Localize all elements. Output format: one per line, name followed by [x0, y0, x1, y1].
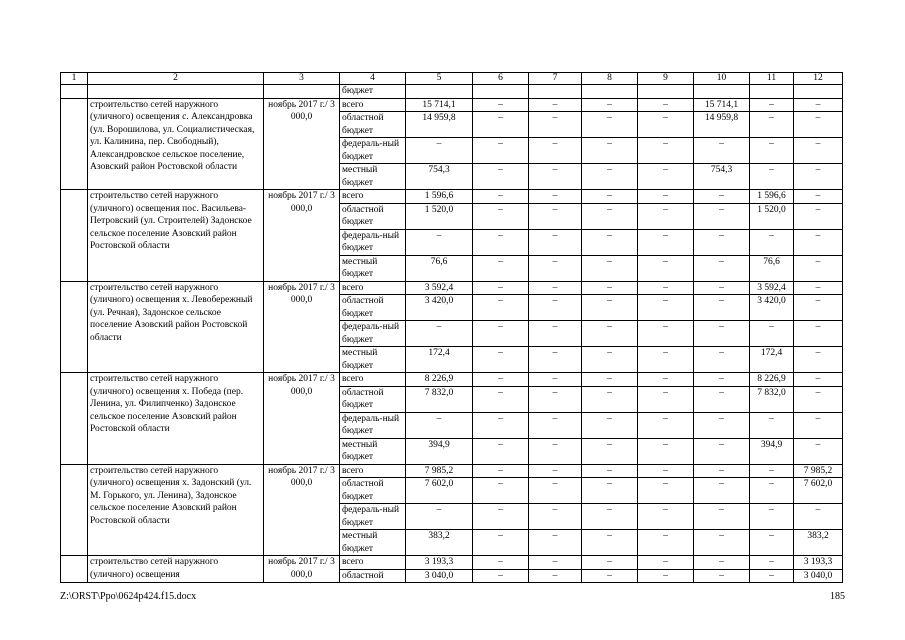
amount-cell: – [529, 373, 582, 387]
project-description: строительство сетей наружного (уличного) освещения с. Александровка (ул. Ворошилова, ул. Социалистическая, ул. Калинина, пер. Свободный), Александровское сельское поселение, Азовский район Ростовской области [88, 98, 264, 190]
table-row [61, 98, 843, 112]
amount-cell: – [473, 112, 529, 138]
amount-cell: 76,6 [750, 255, 794, 281]
amount-cell: – [694, 373, 750, 387]
amount-cell: – [529, 504, 582, 530]
carry-cell [473, 85, 529, 99]
table-row [61, 373, 843, 387]
amount-cell: – [750, 229, 794, 255]
carry-cell [406, 85, 473, 99]
amount-cell: – [406, 138, 473, 164]
amount-cell: – [750, 504, 794, 530]
table-row [61, 281, 843, 295]
row-number-cell [61, 556, 88, 583]
amount-cell: – [406, 504, 473, 530]
amount-cell: – [794, 504, 843, 530]
amount-cell: 3 193,3 [794, 556, 843, 570]
amount-cell: – [406, 229, 473, 255]
amount-cell: – [582, 386, 638, 412]
amount-cell: 754,3 [406, 164, 473, 190]
amount-cell: – [582, 255, 638, 281]
amount-cell: – [473, 229, 529, 255]
project-deadline-capacity: ноябрь 2017 г./ 3 000,0 [264, 373, 340, 465]
amount-cell: – [529, 255, 582, 281]
amount-cell: – [582, 464, 638, 478]
amount-cell: – [638, 530, 694, 556]
funding-source: федераль-ный бюджет [340, 138, 406, 164]
amount-cell: – [794, 112, 843, 138]
amount-cell: – [638, 321, 694, 347]
carry-over-row [61, 85, 843, 99]
amount-cell: – [638, 412, 694, 438]
funding-source: всего [340, 98, 406, 112]
amount-cell: 76,6 [406, 255, 473, 281]
amount-cell: – [473, 138, 529, 164]
project-description: строительство сетей наружного (уличного) освещения х. Задонский (ул. М. Горького, ул. Ленина), Задонское сельское поселение Азовский район Ростовской области [88, 464, 264, 556]
amount-cell: – [582, 530, 638, 556]
amount-cell: – [794, 138, 843, 164]
carry-cell [794, 85, 843, 99]
amount-cell: – [473, 412, 529, 438]
amount-cell: 1 520,0 [750, 203, 794, 229]
amount-cell: 3 193,3 [406, 556, 473, 570]
column-number-7: 7 [529, 73, 582, 85]
row-number-cell [61, 98, 88, 190]
amount-cell: – [473, 464, 529, 478]
amount-cell: 3 420,0 [406, 295, 473, 321]
amount-cell: – [750, 556, 794, 570]
amount-cell: – [529, 138, 582, 164]
funding-source: всего [340, 464, 406, 478]
table-body [61, 85, 843, 583]
amount-cell: – [694, 321, 750, 347]
amount-cell: 7 602,0 [406, 478, 473, 504]
amount-cell: – [473, 530, 529, 556]
amount-cell: – [794, 373, 843, 387]
amount-cell: – [582, 112, 638, 138]
funding-source: областной бюджет [340, 386, 406, 412]
amount-cell: – [473, 164, 529, 190]
amount-cell: – [694, 190, 750, 204]
amount-cell: – [794, 190, 843, 204]
amount-cell: – [638, 203, 694, 229]
amount-cell: – [750, 530, 794, 556]
amount-cell: – [473, 438, 529, 464]
amount-cell: – [638, 504, 694, 530]
amount-cell: – [750, 98, 794, 112]
funding-source: областной бюджет [340, 203, 406, 229]
amount-cell: – [694, 281, 750, 295]
amount-cell: – [694, 386, 750, 412]
project-description: строительство сетей наружного (уличного) освещения [88, 556, 264, 583]
amount-cell: – [794, 295, 843, 321]
amount-cell: – [473, 347, 529, 373]
page-number: 185 [830, 591, 845, 602]
amount-cell: – [473, 373, 529, 387]
amount-cell: – [529, 438, 582, 464]
amount-cell: 14 959,8 [694, 112, 750, 138]
amount-cell: 15 714,1 [694, 98, 750, 112]
funding-source: всего [340, 556, 406, 570]
column-number-8: 8 [582, 73, 638, 85]
amount-cell: – [750, 478, 794, 504]
amount-cell: – [582, 556, 638, 570]
amount-cell: – [529, 281, 582, 295]
amount-cell: – [638, 229, 694, 255]
file-path: Z:\ORST\Ppo\0624p424.f15.docx [60, 591, 197, 602]
amount-cell: – [529, 321, 582, 347]
amount-cell: – [694, 530, 750, 556]
amount-cell: – [473, 98, 529, 112]
carry-cell [61, 85, 88, 99]
project-description: строительство сетей наружного (уличного) освещения х. Левобережный (ул. Речная), Задонское сельское поселение Азовский район Ростовской области [88, 281, 264, 373]
amount-cell: 383,2 [406, 530, 473, 556]
amount-cell: – [582, 164, 638, 190]
funding-source: федераль-ный бюджет [340, 229, 406, 255]
funding-source: всего [340, 281, 406, 295]
carry-cell [694, 85, 750, 99]
amount-cell: – [750, 464, 794, 478]
amount-cell: – [638, 112, 694, 138]
project-description: строительство сетей наружного (уличного) освещения пос. Васильева-Петровский (ул. Строителей) Задонское сельское поселение Азовский район Ростовской области [88, 190, 264, 282]
amount-cell: – [638, 190, 694, 204]
amount-cell: – [473, 190, 529, 204]
carry-source-label: бюджет [340, 85, 406, 99]
amount-cell: – [529, 478, 582, 504]
amount-cell: – [750, 112, 794, 138]
amount-cell: – [638, 556, 694, 570]
row-number-cell [61, 373, 88, 465]
amount-cell: 3 040,0 [794, 569, 843, 583]
amount-cell: – [473, 255, 529, 281]
amount-cell: – [794, 321, 843, 347]
amount-cell: – [694, 412, 750, 438]
amount-cell: – [582, 190, 638, 204]
amount-cell: 3 592,4 [406, 281, 473, 295]
amount-cell: – [750, 412, 794, 438]
amount-cell: – [529, 556, 582, 570]
amount-cell: – [694, 556, 750, 570]
amount-cell: – [473, 295, 529, 321]
row-number-cell [61, 190, 88, 282]
amount-cell: – [694, 138, 750, 164]
row-number-cell [61, 464, 88, 556]
amount-cell: 394,9 [406, 438, 473, 464]
project-deadline-capacity: ноябрь 2017 г./ 3 000,0 [264, 98, 340, 190]
carry-cell [88, 85, 264, 99]
amount-cell: – [582, 569, 638, 583]
amount-cell: – [529, 386, 582, 412]
amount-cell: 3 420,0 [750, 295, 794, 321]
amount-cell: – [694, 295, 750, 321]
amount-cell: – [582, 295, 638, 321]
amount-cell: – [638, 569, 694, 583]
amount-cell: – [638, 464, 694, 478]
amount-cell: – [473, 504, 529, 530]
amount-cell: – [694, 229, 750, 255]
amount-cell: – [638, 255, 694, 281]
amount-cell: 7 832,0 [750, 386, 794, 412]
project-description: строительство сетей наружного (уличного) освещения х. Победа (пер. Ленина, ул. Филипченко) Задонское сельское поселение Азовский район Ростовской области [88, 373, 264, 465]
amount-cell: – [638, 373, 694, 387]
amount-cell: – [750, 569, 794, 583]
funding-source: федераль-ный бюджет [340, 321, 406, 347]
amount-cell: – [582, 229, 638, 255]
amount-cell: – [582, 321, 638, 347]
amount-cell: – [473, 281, 529, 295]
funding-source: федераль-ный бюджет [340, 412, 406, 438]
carry-cell [529, 85, 582, 99]
amount-cell: – [694, 438, 750, 464]
funding-source: областной бюджет [340, 478, 406, 504]
amount-cell: – [529, 98, 582, 112]
amount-cell: – [582, 478, 638, 504]
amount-cell: – [694, 464, 750, 478]
funding-source: областной бюджет [340, 295, 406, 321]
amount-cell: – [750, 138, 794, 164]
funding-source: областной [340, 569, 406, 583]
amount-cell: – [582, 504, 638, 530]
amount-cell: – [529, 190, 582, 204]
amount-cell: – [694, 255, 750, 281]
amount-cell: – [638, 98, 694, 112]
column-number-1: 1 [61, 73, 88, 85]
amount-cell: 14 959,8 [406, 112, 473, 138]
amount-cell: 172,4 [406, 347, 473, 373]
amount-cell: – [529, 164, 582, 190]
table-row [61, 190, 843, 204]
amount-cell: 383,2 [794, 530, 843, 556]
carry-cell [582, 85, 638, 99]
table-row [61, 464, 843, 478]
amount-cell: – [794, 229, 843, 255]
column-number-12: 12 [794, 73, 843, 85]
amount-cell: – [794, 281, 843, 295]
funding-source: всего [340, 373, 406, 387]
amount-cell: – [582, 412, 638, 438]
amount-cell: – [794, 347, 843, 373]
funding-source: федераль-ный бюджет [340, 504, 406, 530]
amount-cell: – [694, 478, 750, 504]
amount-cell: 15 714,1 [406, 98, 473, 112]
amount-cell: – [406, 412, 473, 438]
carry-cell [264, 85, 340, 99]
amount-cell: 8 226,9 [750, 373, 794, 387]
amount-cell: 1 596,6 [750, 190, 794, 204]
column-number-2: 2 [88, 73, 264, 85]
amount-cell: – [473, 203, 529, 229]
amount-cell: – [529, 112, 582, 138]
amount-cell: – [473, 478, 529, 504]
amount-cell: 1 596,6 [406, 190, 473, 204]
amount-cell: – [794, 203, 843, 229]
column-number-5: 5 [406, 73, 473, 85]
amount-cell: – [582, 347, 638, 373]
amount-cell: – [529, 412, 582, 438]
carry-cell [638, 85, 694, 99]
amount-cell: – [473, 569, 529, 583]
amount-cell: 3 040,0 [406, 569, 473, 583]
amount-cell: – [529, 530, 582, 556]
amount-cell: – [694, 504, 750, 530]
amount-cell: – [794, 255, 843, 281]
amount-cell: – [582, 281, 638, 295]
page-footer [60, 590, 845, 604]
row-number-cell [61, 281, 88, 373]
amount-cell: – [582, 203, 638, 229]
funding-source: областной бюджет [340, 112, 406, 138]
project-deadline-capacity: ноябрь 2017 г./ 3 000,0 [264, 281, 340, 373]
project-deadline-capacity: ноябрь 2017 г./ 3 000,0 [264, 556, 340, 583]
column-number-11: 11 [750, 73, 794, 85]
amount-cell: – [794, 164, 843, 190]
table-row [61, 556, 843, 570]
amount-cell: – [794, 386, 843, 412]
amount-cell: 394,9 [750, 438, 794, 464]
amount-cell: – [750, 321, 794, 347]
column-number-9: 9 [638, 73, 694, 85]
amount-cell: – [582, 373, 638, 387]
project-deadline-capacity: ноябрь 2017 г./ 3 000,0 [264, 464, 340, 556]
amount-cell: – [529, 347, 582, 373]
budget-table-container [60, 72, 842, 583]
amount-cell: – [794, 438, 843, 464]
amount-cell: 7 985,2 [794, 464, 843, 478]
amount-cell: 754,3 [694, 164, 750, 190]
amount-cell: – [638, 138, 694, 164]
column-number-row [61, 73, 843, 85]
amount-cell: – [529, 229, 582, 255]
amount-cell: – [529, 464, 582, 478]
amount-cell: – [638, 281, 694, 295]
column-number-3: 3 [264, 73, 340, 85]
amount-cell: – [750, 164, 794, 190]
column-number-10: 10 [694, 73, 750, 85]
amount-cell: – [694, 203, 750, 229]
amount-cell: – [638, 347, 694, 373]
funding-source: местный бюджет [340, 530, 406, 556]
funding-source: местный бюджет [340, 164, 406, 190]
amount-cell: – [473, 556, 529, 570]
amount-cell: 7 602,0 [794, 478, 843, 504]
amount-cell: – [638, 164, 694, 190]
amount-cell: 7 832,0 [406, 386, 473, 412]
amount-cell: – [529, 203, 582, 229]
amount-cell: – [582, 438, 638, 464]
column-number-4: 4 [340, 73, 406, 85]
project-deadline-capacity: ноябрь 2017 г./ 3 000,0 [264, 190, 340, 282]
amount-cell: – [582, 98, 638, 112]
funding-source: местный бюджет [340, 347, 406, 373]
amount-cell: – [529, 295, 582, 321]
budget-table [60, 72, 843, 583]
amount-cell: – [473, 321, 529, 347]
amount-cell: – [582, 138, 638, 164]
amount-cell: 7 985,2 [406, 464, 473, 478]
amount-cell: – [406, 321, 473, 347]
amount-cell: 172,4 [750, 347, 794, 373]
amount-cell: – [473, 386, 529, 412]
amount-cell: – [694, 569, 750, 583]
amount-cell: 1 520,0 [406, 203, 473, 229]
funding-source: местный бюджет [340, 438, 406, 464]
amount-cell: – [794, 98, 843, 112]
funding-source: местный бюджет [340, 255, 406, 281]
funding-source: всего [340, 190, 406, 204]
amount-cell: – [638, 438, 694, 464]
amount-cell: – [638, 478, 694, 504]
amount-cell: – [638, 386, 694, 412]
column-number-6: 6 [473, 73, 529, 85]
amount-cell: 3 592,4 [750, 281, 794, 295]
amount-cell: 8 226,9 [406, 373, 473, 387]
amount-cell: – [638, 295, 694, 321]
amount-cell: – [794, 412, 843, 438]
amount-cell: – [694, 347, 750, 373]
amount-cell: – [529, 569, 582, 583]
carry-cell [750, 85, 794, 99]
